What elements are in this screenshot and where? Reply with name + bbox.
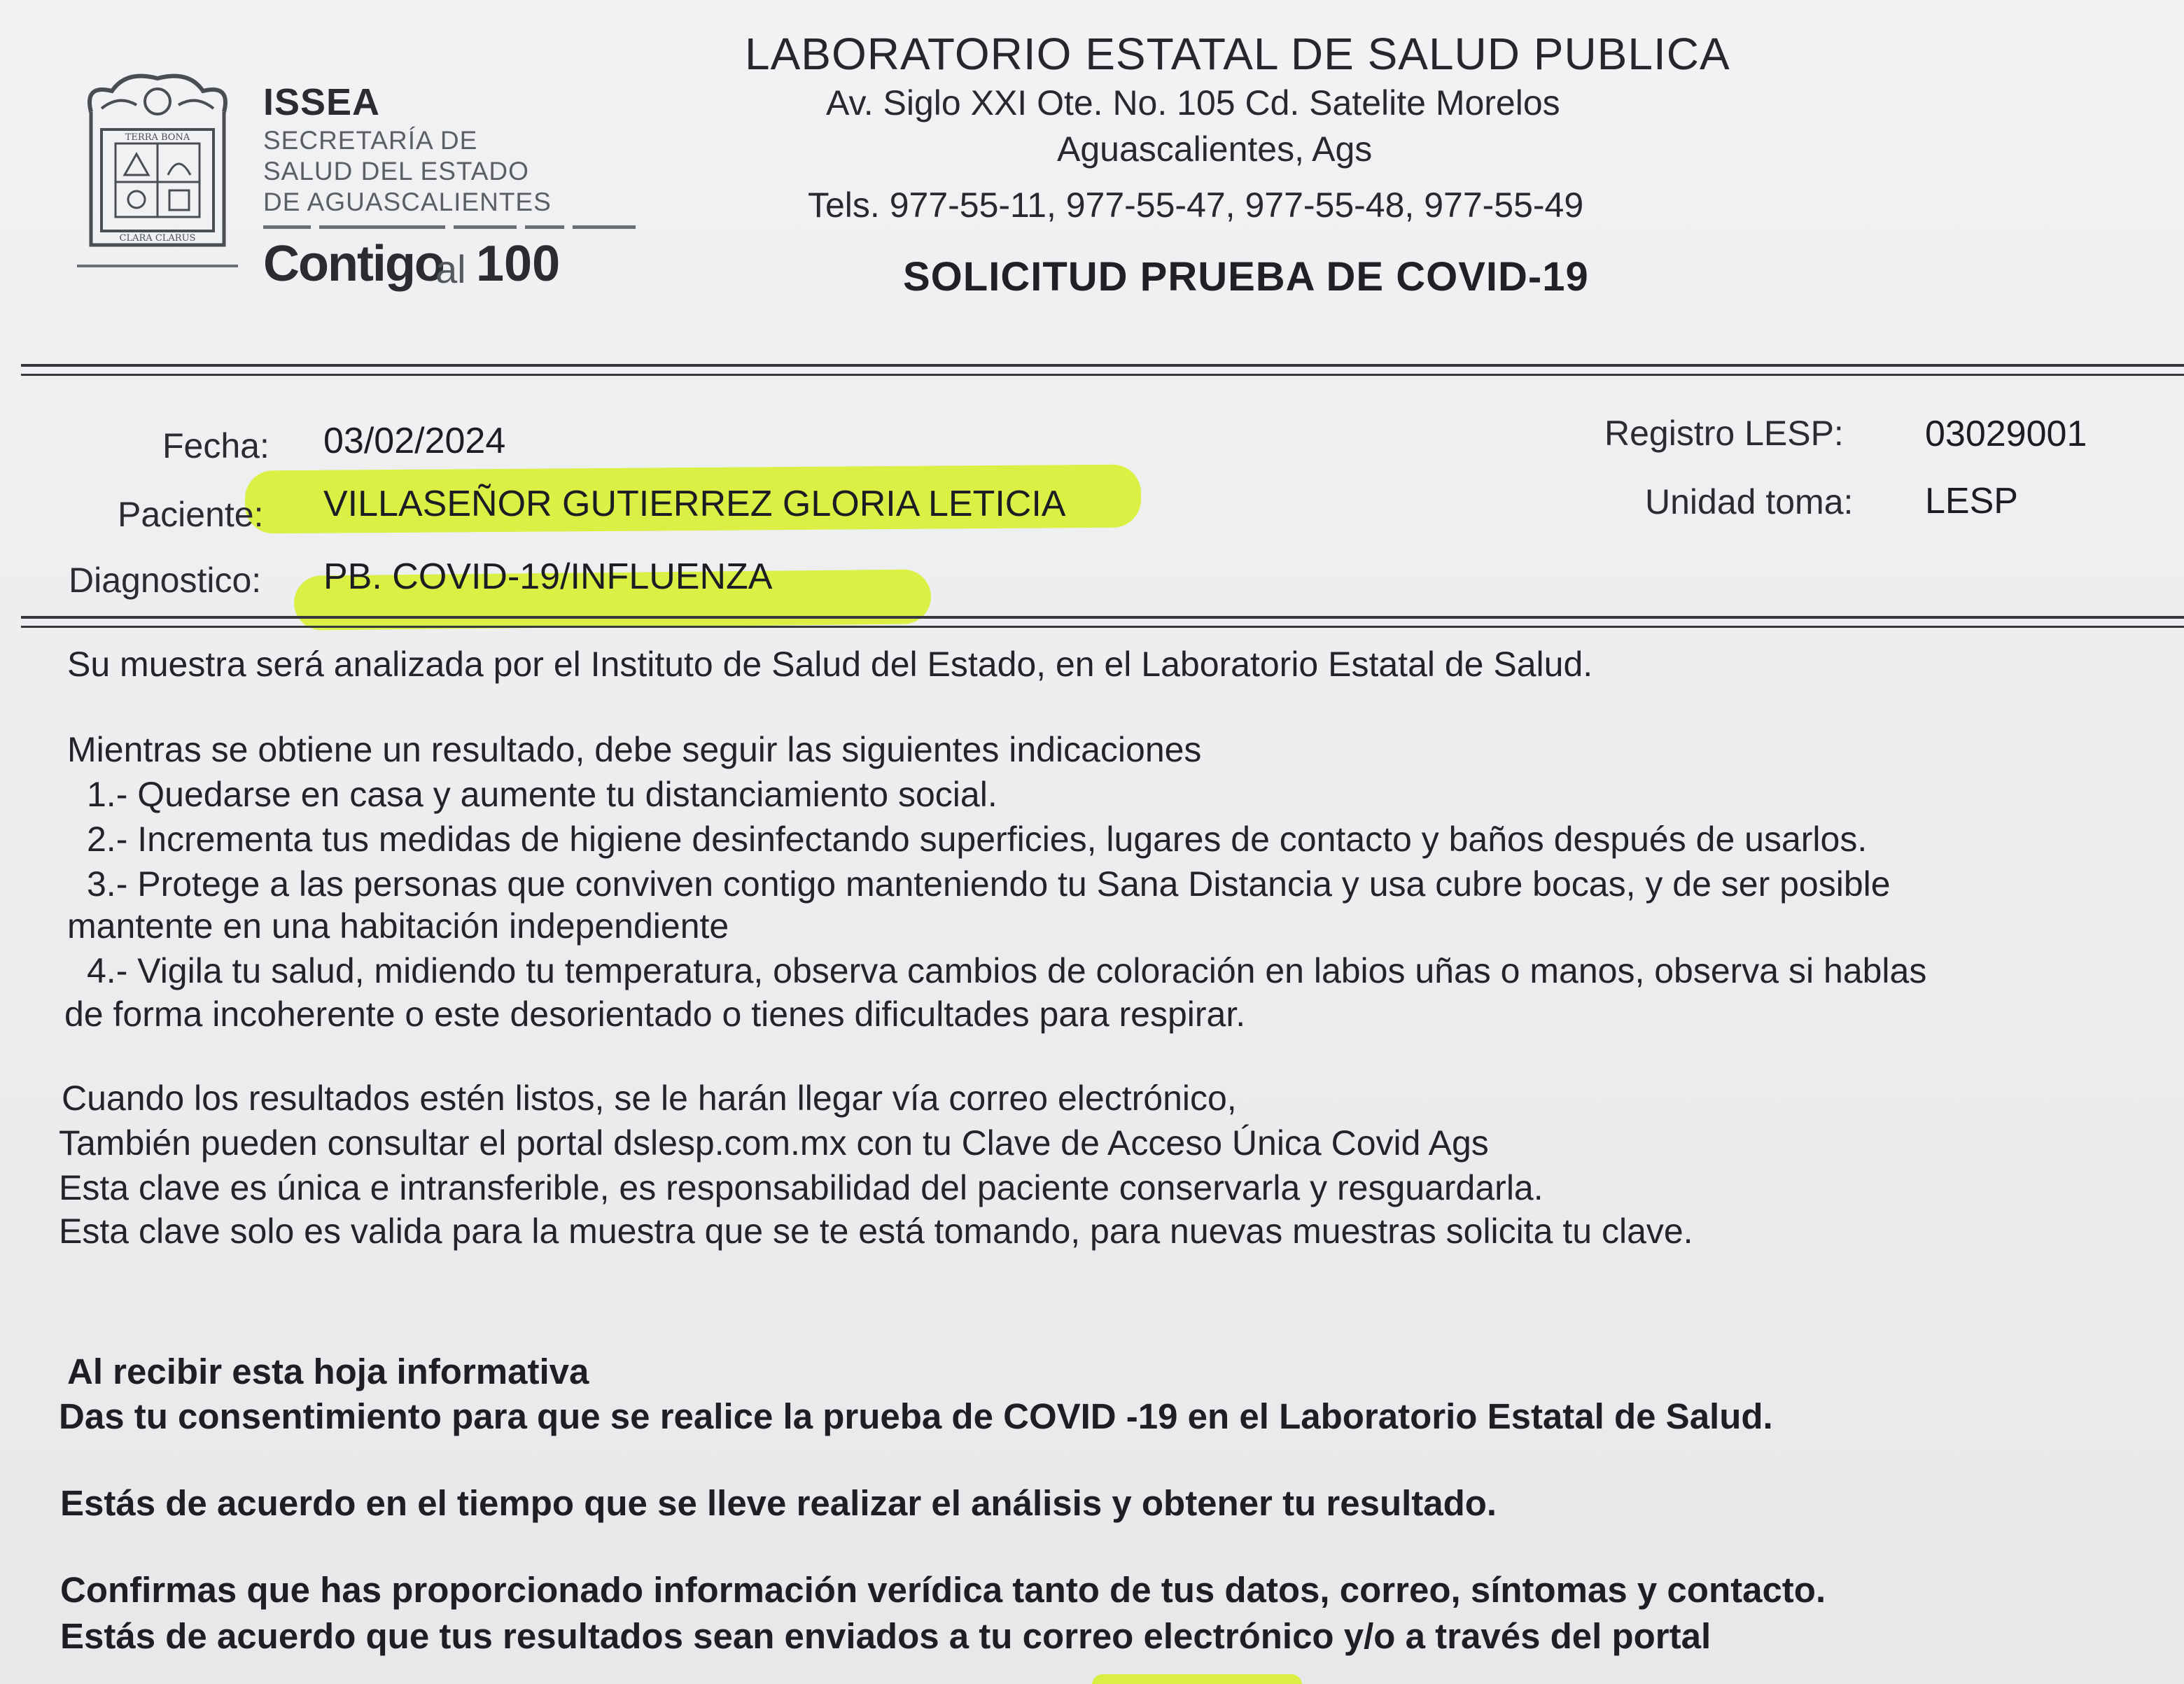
results-line-3: Esta clave es única e intransferible, es responsabilidad del paciente conservarla y resguardarla. bbox=[59, 1168, 1544, 1207]
header-divider-bottom bbox=[21, 374, 2184, 376]
org-line-3: DE AGUASCALIENTES bbox=[263, 188, 552, 216]
paciente-value: VILLASEÑOR GUTIERREZ GLORIA LETICIA bbox=[323, 484, 1066, 524]
lab-title: LABORATORIO ESTATAL DE SALUD PUBLICA bbox=[745, 29, 1730, 79]
registro-label: Registro LESP: bbox=[1604, 414, 1844, 453]
slogan-al: al bbox=[435, 247, 466, 291]
consent-heading: Al recibir esta hoja informativa bbox=[67, 1352, 589, 1391]
logo-divider bbox=[263, 225, 311, 229]
fecha-value: 03/02/2024 bbox=[323, 421, 506, 461]
document-title: SOLICITUD PRUEBA DE COVID-19 bbox=[903, 254, 1589, 300]
patient-divider-top bbox=[21, 616, 2184, 619]
indication-2: 2.- Incrementa tus medidas de higiene desinfectando superficies, lugares de contacto y baños después de usarlos. bbox=[87, 820, 1868, 859]
indication-3: 3.- Protege a las personas que conviven contigo manteniendo tu Sana Distancia y usa cubre bocas, y de ser posible bbox=[87, 864, 1891, 904]
diagnostico-value: PB. COVID-19/INFLUENZA bbox=[323, 556, 773, 597]
address-line-1: Av. Siglo XXI Ote. No. 105 Cd. Satelite Morelos bbox=[826, 83, 1560, 122]
results-line-2: También pueden consultar el portal dslesp.com.mx con tu Clave de Acceso Única Covid Ags bbox=[59, 1123, 1489, 1163]
logo-divider bbox=[454, 225, 517, 229]
logo-divider bbox=[525, 225, 564, 229]
indication-4-continued: de forma incoherente o este desorientado o tienes dificultades para respirar. bbox=[64, 995, 1246, 1034]
paciente-label: Paciente: bbox=[118, 495, 264, 534]
org-line-1: SECRETARÍA DE bbox=[263, 126, 478, 155]
header-divider-top bbox=[21, 364, 2184, 367]
indication-1: 1.- Quedarse en casa y aumente tu distanciamiento social. bbox=[87, 775, 997, 814]
indications-lead: Mientras se obtiene un resultado, debe seguir las siguientes indicaciones bbox=[67, 730, 1202, 769]
indication-4: 4.- Vigila tu salud, midiendo tu temperatura, observa cambios de coloración en labios uñas o manos, observa si hablas bbox=[87, 951, 1927, 990]
diagnostico-label: Diagnostico: bbox=[69, 561, 262, 600]
state-seal-logo bbox=[70, 70, 245, 280]
unidad-value: LESP bbox=[1925, 481, 2018, 521]
patient-divider-bottom bbox=[21, 626, 2184, 628]
logo-divider bbox=[319, 225, 445, 229]
address-line-2: Aguascalientes, Ags bbox=[1057, 129, 1373, 169]
unidad-label: Unidad toma: bbox=[1645, 482, 1854, 521]
fecha-label: Fecha: bbox=[162, 426, 270, 465]
consent-line-3: Confirmas que has proporcionado información verídica tanto de tus datos, correo, síntomas y contacto. bbox=[60, 1570, 1826, 1610]
indication-3-continued: mantente en una habitación independiente bbox=[67, 906, 729, 946]
seal-top-text: TERRA BONA bbox=[125, 132, 190, 143]
logo-divider bbox=[573, 225, 636, 229]
phone-numbers: Tels. 977-55-11, 977-55-47, 977-55-48, 977-55-49 bbox=[808, 185, 1584, 225]
intro-text: Su muestra será analizada por el Instituto de Salud del Estado, en el Laboratorio Estatal de Salud. bbox=[67, 645, 1593, 684]
org-name: ISSEA bbox=[263, 81, 381, 123]
slogan-100: 100 bbox=[476, 236, 561, 292]
results-line-4: Esta clave solo es valida para la muestra que se te está tomando, para nuevas muestras solicita tu clave. bbox=[59, 1212, 1693, 1251]
org-line-2: SALUD DEL ESTADO bbox=[263, 157, 529, 185]
results-line-1: Cuando los resultados estén listos, se le harán llegar vía correo electrónico, bbox=[62, 1079, 1237, 1118]
consent-line-4: Estás de acuerdo que tus resultados sean enviados a tu correo electrónico y/o a través del portal bbox=[60, 1616, 1712, 1656]
registro-value: 03029001 bbox=[1925, 414, 2087, 454]
highlighter-mark-bottom bbox=[1092, 1674, 1302, 1684]
consent-line-2: Estás de acuerdo en el tiempo que se lleve realizar el análisis y obtener tu resultado. bbox=[60, 1483, 1497, 1523]
seal-bottom-text: CLARA CLARUS bbox=[119, 233, 196, 244]
slogan-contigo: Contigo bbox=[263, 236, 444, 292]
consent-line-1: Das tu consentimiento para que se realice la prueba de COVID -19 en el Laboratorio Estatal de Salud. bbox=[59, 1396, 1773, 1436]
